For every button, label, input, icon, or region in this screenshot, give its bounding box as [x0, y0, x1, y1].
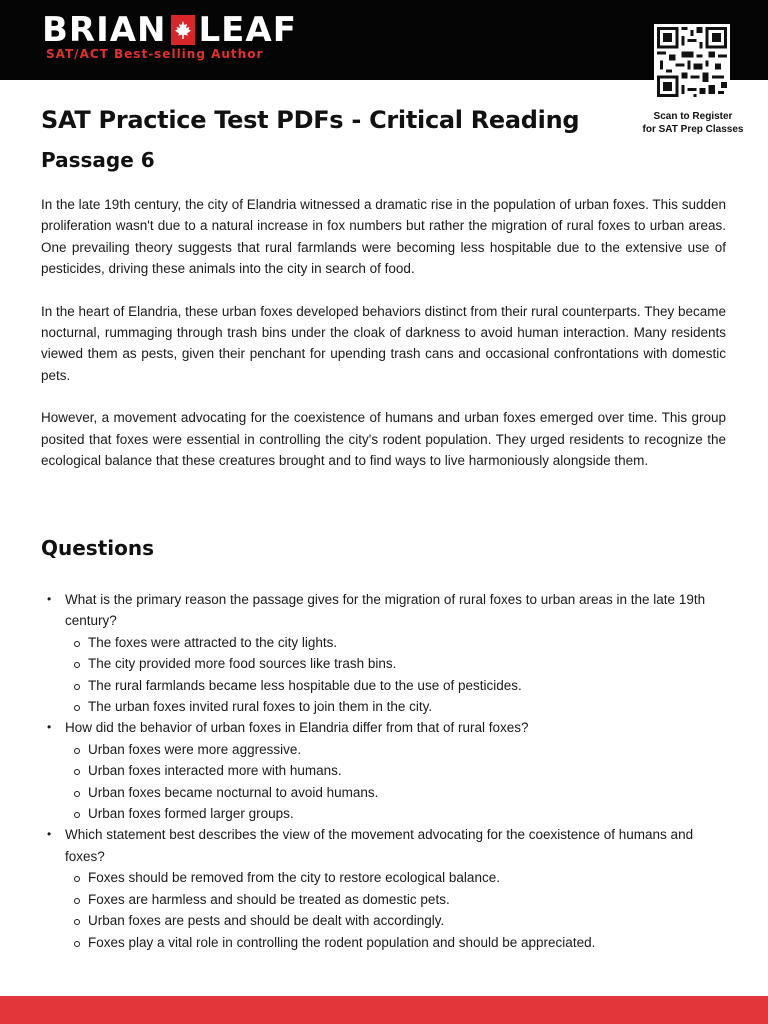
- question-text: What is the primary reason the passage gives for the migration of rural foxes to urban areas in the late 19th century?: [65, 592, 706, 629]
- answer-option-text: Urban foxes are pests and should be dealt with accordingly.: [88, 913, 445, 929]
- circle-bullet-icon: [74, 812, 80, 818]
- answer-option: [88, 653, 726, 674]
- answer-option-text: The urban foxes invited rural foxes to join them in the city.: [88, 699, 433, 715]
- questions-heading: Questions: [41, 536, 155, 560]
- answer-option: [88, 696, 726, 717]
- passage-paragraph: However, a movement advocating for the coexistence of humans and urban foxes emerged over time. This group posited that foxes were essential in controlling the city's rodent population. They urged residents to recognize the ecological balance that these creatures brought and to find ways to live harmoniously alongside them.: [41, 410, 726, 469]
- question-list: [41, 589, 726, 953]
- answer-option: [88, 910, 726, 931]
- answer-option: [88, 739, 726, 760]
- circle-bullet-icon: [74, 941, 80, 947]
- passage-body: [41, 194, 726, 492]
- circle-bullet-icon: [74, 769, 80, 775]
- qr-caption-line1: Scan to Register: [653, 111, 733, 122]
- circle-bullet-icon: [74, 684, 80, 690]
- answer-option-text: Foxes should be removed from the city to restore ecological balance.: [88, 870, 500, 886]
- answer-option-text: Urban foxes formed larger groups.: [88, 806, 294, 822]
- answer-option: [88, 932, 726, 953]
- circle-bullet-icon: [74, 748, 80, 754]
- passage-paragraph: In the late 19th century, the city of Elandria witnessed a dramatic rise in the population of urban foxes. This sudden proliferation wasn't due to a natural increase in fox numbers but rather the migration of rural foxes to urban areas. One prevailing theory suggests that rural farmlands were becoming less hospitable due to the extensive use of pesticides, driving these animals into the city in search of food.: [41, 197, 726, 277]
- answer-option: [88, 632, 726, 653]
- question-text: How did the behavior of urban foxes in Elandria differ from that of rural foxes?: [65, 720, 529, 736]
- maple-leaf-icon: [171, 15, 195, 45]
- circle-bullet-icon: [74, 662, 80, 668]
- passage-title: Passage 6: [41, 148, 155, 172]
- answer-option: [88, 760, 726, 781]
- circle-bullet-icon: [74, 919, 80, 925]
- question-item: [41, 717, 726, 824]
- answer-option: [88, 675, 726, 696]
- footer-bar: [0, 996, 768, 1024]
- answer-option: [88, 782, 726, 803]
- brand-name-first: BRIAN: [42, 10, 167, 50]
- qr-caption: [630, 110, 756, 136]
- answer-option-text: Urban foxes interacted more with humans.: [88, 763, 342, 779]
- brand-logo: [42, 12, 297, 48]
- passage-paragraph: In the heart of Elandria, these urban foxes developed behaviors distinct from their rural counterparts. They became nocturnal, rummaging through trash bins under the cloak of darkness to avoid human interaction. Many residents viewed them as pests, given their penchant for upending trash cans and occasional confrontations with domestic pets.: [41, 303, 726, 383]
- answer-option-text: Foxes play a vital role in controlling the rodent population and should be appreciated.: [88, 934, 596, 950]
- circle-bullet-icon: [74, 641, 80, 647]
- brand-name-second: LEAF: [198, 10, 297, 50]
- answer-options: [65, 867, 726, 953]
- answer-option-text: The foxes were attracted to the city lights.: [88, 634, 338, 650]
- answer-option-text: Urban foxes became nocturnal to avoid humans.: [88, 784, 379, 800]
- header-bar: [0, 0, 768, 80]
- answer-option: [88, 803, 726, 824]
- answer-option-text: The rural farmlands became less hospitable due to the use of pesticides.: [88, 677, 522, 693]
- answer-option: [88, 867, 726, 888]
- circle-bullet-icon: [74, 898, 80, 904]
- circle-bullet-icon: [74, 876, 80, 882]
- circle-bullet-icon: [74, 705, 80, 711]
- qr-caption-line2: for SAT Prep Classes: [642, 124, 744, 135]
- answer-option-text: Urban foxes were more aggressive.: [88, 741, 302, 757]
- brand-tagline: SAT/ACT Best-selling Author: [46, 47, 264, 61]
- answer-option-text: Foxes are harmless and should be treated as domestic pets.: [88, 891, 450, 907]
- answer-options: [65, 739, 726, 825]
- answer-option: [88, 889, 726, 910]
- question-item: [41, 589, 726, 717]
- page-title: SAT Practice Test PDFs - Critical Reading: [41, 106, 580, 134]
- question-text: Which statement best describes the view of the movement advocating for the coexistence of humans and foxes?: [65, 827, 694, 864]
- qr-code[interactable]: [654, 24, 730, 100]
- answer-options: [65, 632, 726, 718]
- question-item: [41, 824, 726, 952]
- circle-bullet-icon: [74, 791, 80, 797]
- answer-option-text: The city provided more food sources like trash bins.: [88, 656, 397, 672]
